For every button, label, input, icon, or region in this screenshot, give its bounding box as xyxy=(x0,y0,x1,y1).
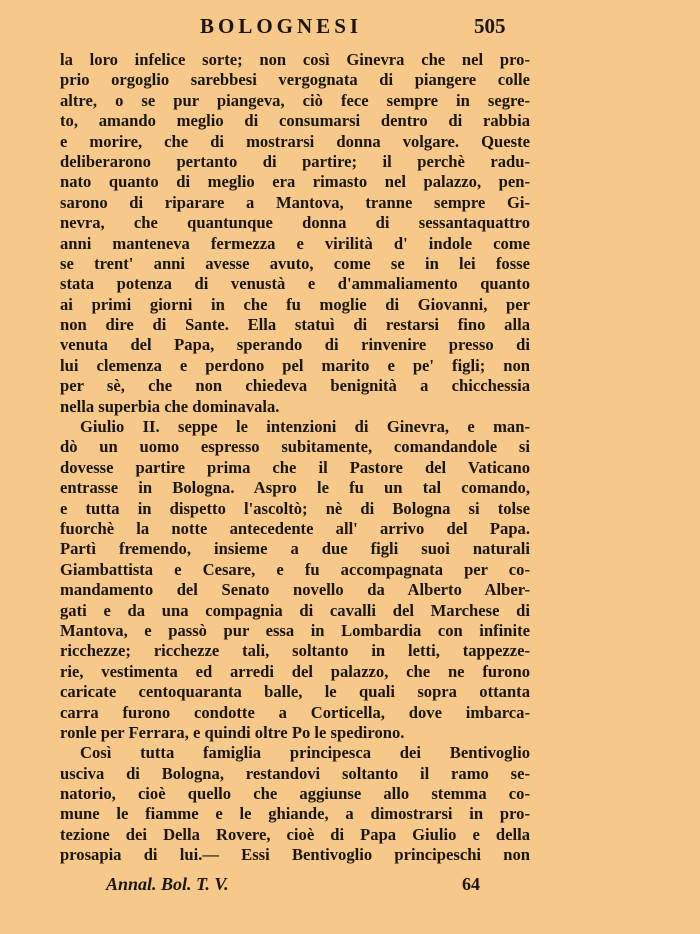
text-line: Mantova, e passò pur essa in Lombardia con infinite xyxy=(60,620,530,640)
text-line: per sè, che non chiedeva benignità a chicchessia xyxy=(60,376,530,396)
text-line: stata potenza di venustà e d'ammaliamento quanto xyxy=(60,274,530,294)
text-line: non dire di Sante. Ella statuì di restarsi fino alla xyxy=(60,315,530,335)
text-line: natorio, cioè quello che aggiunse allo stemma co- xyxy=(60,784,530,804)
page-footer xyxy=(60,874,530,900)
text-line: fuorchè la notte antecedente all' arrivo del Papa. xyxy=(60,518,530,538)
text-line: altre, o se pur piangeva, ciò fece sempre in segre- xyxy=(60,90,530,110)
text-line: mandamento del Senato novello da Alberto Alber- xyxy=(60,580,530,600)
text-line: venuta del Papa, sperando di rinvenire presso di xyxy=(60,335,530,355)
text-line: prosapia di lui.— Essi Bentivoglio principeschi non xyxy=(60,845,530,865)
text-line: ronle per Ferrara, e quindi oltre Po le spedirono. xyxy=(60,722,405,742)
text-line: mune le fiamme e le ghiande, a dimostrarsi in pro- xyxy=(60,804,530,824)
text-line: caricate centoquaranta balle, le quali sopra ottanta xyxy=(60,682,530,702)
text-line: dovesse partire prima che il Pastore del Vaticano xyxy=(60,457,530,477)
text-line: rie, vestimenta ed arredi del palazzo, che ne furono xyxy=(60,661,530,681)
text-line: to, amando meglio di consumarsi dentro di rabbia xyxy=(60,111,530,131)
text-line: e tutta in dispetto l'ascoltò; nè di Bologna si tolse xyxy=(60,498,530,518)
text-line: Giulio II. seppe le intenzioni di Ginevra, e man- xyxy=(80,417,530,437)
signature-number: 64 xyxy=(462,874,480,894)
text-line: nevra, che quantunque donna di sessantaquattro xyxy=(60,213,530,233)
text-line: e morire, che di mostrarsi donna volgare. Queste xyxy=(60,131,530,151)
text-line: lui clemenza e perdono pel marito e pe' figli; non xyxy=(60,355,530,375)
text-line: tezione dei Della Rovere, cioè di Papa Giulio e della xyxy=(60,824,530,844)
text-line: Partì fremendo, insieme a due figli suoi naturali xyxy=(60,539,530,559)
signature-mark: Annal. Bol. T. V. xyxy=(106,874,229,894)
text-line: prio orgoglio sarebbesi vergognata di piangere colle xyxy=(60,70,530,90)
text-line: entrasse in Bologna. Aspro le fu un tal comando, xyxy=(60,478,530,498)
text-line: ai primi giorni in che fu moglie di Giovanni, per xyxy=(60,294,530,314)
text-line: anni manteneva fermezza e virilità d' indole come xyxy=(60,233,530,253)
text-line: nella superbia che dominavala. xyxy=(60,396,280,416)
text-line: nato quanto di meglio era rimasto nel palazzo, pen- xyxy=(60,172,530,192)
running-head xyxy=(60,14,530,44)
text-line: usciva di Bologna, restandovi soltanto il ramo se- xyxy=(60,763,530,783)
page-number: 505 xyxy=(474,14,506,38)
text-line: la loro infelice sorte; non così Ginevra che nel pro- xyxy=(60,50,530,69)
text-line: ricchezze; ricchezze tali, soltanto in letti, tappezze- xyxy=(60,641,530,661)
text-line: dò un uomo espresso subitamente, comandandole si xyxy=(60,437,530,457)
body-text xyxy=(60,50,530,866)
text-line: sarono di riparare a Mantova, tranne sempre Gi- xyxy=(60,192,530,212)
text-line: gati e da una compagnia di cavalli del Marchese di xyxy=(60,600,530,620)
text-line: Giambattista e Cesare, e fu accompagnata per co- xyxy=(60,559,530,579)
text-line: carra furono condotte a Corticella, dove imbarca- xyxy=(60,702,530,722)
text-line: se trent' anni avesse avuto, come se in lei fosse xyxy=(60,253,530,273)
text-line: deliberarono pertanto di partire; il perchè radu- xyxy=(60,151,530,171)
running-head-title: BOLOGNESI xyxy=(200,14,363,38)
text-line: Così tutta famiglia principesca dei Bentivoglio xyxy=(80,743,530,763)
